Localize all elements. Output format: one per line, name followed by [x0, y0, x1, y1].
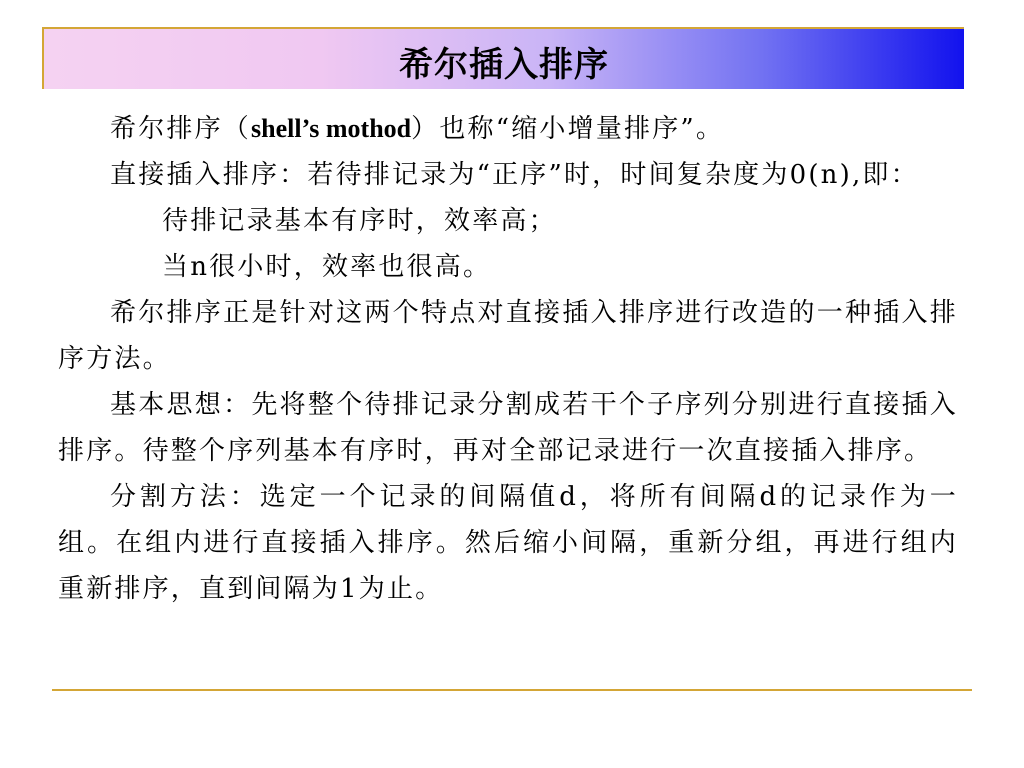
paragraph-improvement: 希尔排序正是针对这两个特点对直接插入排序进行改造的一种插入排序方法。	[58, 298, 958, 374]
intro-text-pre: 希尔排序（	[110, 114, 252, 144]
intro-latin-term: shell’s mothod	[251, 114, 412, 143]
slide-body	[58, 106, 958, 612]
paragraph-shell-sort-intro	[58, 106, 958, 152]
title-bar	[42, 27, 964, 89]
bottom-divider	[52, 689, 972, 691]
paragraph-partition-method: 分割方法：选定一个记录的间隔值d，将所有间隔d的记录作为一组。在组内进行直接插入排序。然后缩小间隔，重新分组，再进行组内重新排序，直到间隔为1为止。	[58, 482, 958, 604]
paragraph-direct-insertion: 直接插入排序：若待排记录为“正序”时，时间复杂度为0(n),即：	[110, 160, 919, 190]
sub-point-small-n: 当n很小时，效率也很高。	[162, 252, 492, 282]
paragraph-basic-idea: 基本思想：先将整个待排记录分割成若干个子序列分别进行直接插入排序。待整个序列基本有序时，再对全部记录进行一次直接插入排序。	[58, 390, 958, 466]
slide-title: 希尔插入排序	[399, 45, 609, 85]
sub-point-nearly-sorted: 待排记录基本有序时，效率高；	[162, 206, 557, 236]
intro-text-post: ）也称“缩小增量排序”。	[411, 114, 725, 144]
